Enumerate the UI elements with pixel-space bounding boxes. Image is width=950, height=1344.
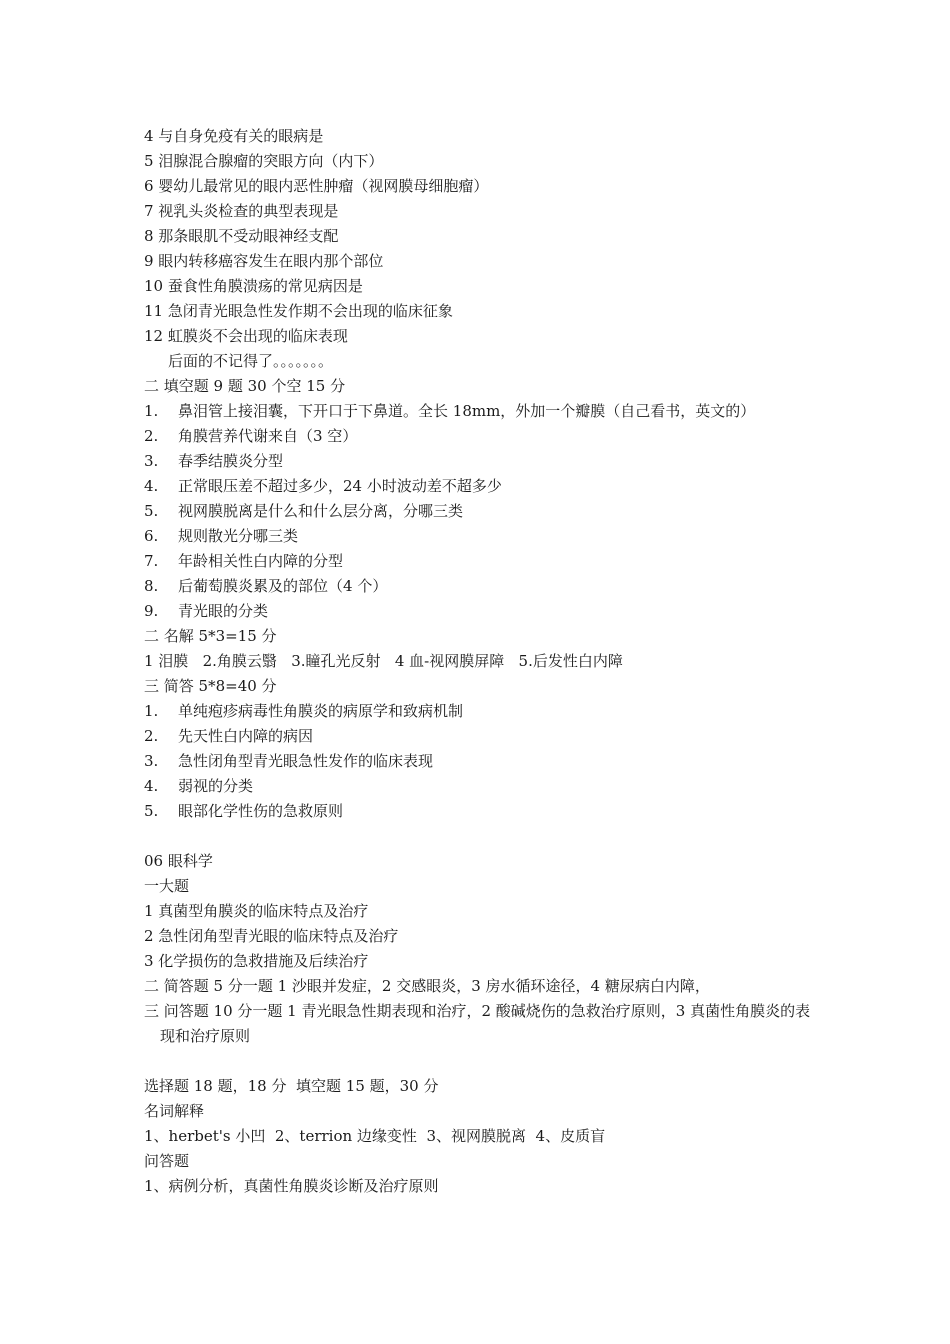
item-number: 6. — [144, 527, 159, 545]
item-number: 9. — [144, 602, 159, 620]
item-text: 急性闭角型青光眼急性发作的临床表现 — [178, 752, 434, 770]
item-text: 年龄相关性白内障的分型 — [178, 552, 344, 570]
item-text: 视网膜脱离是什么和什么层分离，分哪三类 — [178, 502, 464, 520]
question-line: 11 急闭青光眼急性发作期不会出现的临床征象 — [144, 302, 453, 320]
short-answer-list — [144, 699, 814, 824]
fill-blank-heading: 二 填空题 9 题 30 个空 15 分 — [144, 377, 346, 395]
document-page — [144, 124, 814, 1199]
list-item — [144, 524, 814, 549]
item-number: 5. — [144, 802, 159, 820]
list-item — [144, 574, 814, 599]
item-number: 3. — [144, 752, 159, 770]
question-line: 10 蚕食性角膜溃疡的常见病因是 — [144, 277, 363, 295]
item-number: 8. — [144, 577, 159, 595]
list-item — [144, 474, 814, 499]
question-line: 7 视乳头炎检查的典型表现是 — [144, 202, 339, 220]
list-item — [144, 424, 814, 449]
list-item — [144, 599, 814, 624]
big-question-line: 3 化学损伤的急救措施及后续治疗 — [144, 952, 369, 970]
list-item — [144, 774, 814, 799]
item-text: 青光眼的分类 — [178, 602, 269, 620]
list-item — [144, 399, 814, 424]
list-item — [144, 699, 814, 724]
qa-heading: 问答题 — [144, 1152, 190, 1170]
essay-line: 三 问答题 10 分一题 1 青光眼急性期表现和治疗，2 酸碱烧伤的急救治疗原则，3 真菌性角膜炎的表现和治疗原则 — [144, 1002, 811, 1045]
question-line: 12 虹膜炎不会出现的临床表现 — [144, 327, 348, 345]
list-item — [144, 724, 814, 749]
list-item — [144, 799, 814, 824]
fill-blank-list — [144, 399, 814, 624]
term-heading: 名词解释 — [144, 1102, 205, 1120]
item-text: 鼻泪管上接泪囊，下开口于下鼻道。全长 18mm，外加一个瓣膜（自己看书，英文的） — [178, 402, 756, 420]
question-line: 9 眼内转移癌容发生在眼内那个部位 — [144, 252, 384, 270]
item-number: 1. — [144, 402, 159, 420]
question-line: 4 与自身免疫有关的眼病是 — [144, 127, 324, 145]
item-number: 1. — [144, 702, 159, 720]
spacer — [144, 1049, 814, 1074]
item-text: 先天性白内障的病因 — [178, 727, 314, 745]
question-line: 6 婴幼儿最常见的眼内恶性肿瘤（视网膜母细胞瘤） — [144, 177, 489, 195]
section-title: 06 眼科学 — [144, 852, 213, 870]
item-number: 4. — [144, 777, 159, 795]
list-item — [144, 499, 814, 524]
item-text: 单纯疱疹病毒性角膜炎的病原学和致病机制 — [178, 702, 464, 720]
item-number: 4. — [144, 477, 159, 495]
big-question-line: 1 真菌型角膜炎的临床特点及治疗 — [144, 902, 369, 920]
list-item — [144, 549, 814, 574]
item-text: 角膜营养代谢来自（3 空） — [178, 427, 358, 445]
item-text: 正常眼压差不超过多少，24 小时波动差不超多少 — [178, 477, 502, 495]
term-heading: 二 名解 5*3=15 分 — [144, 627, 277, 645]
question-line: 5 泪腺混合腺瘤的突眼方向（内下） — [144, 152, 384, 170]
list-item — [144, 449, 814, 474]
item-number: 5. — [144, 502, 159, 520]
qa-line: 1、病例分析，真菌性角膜炎诊断及治疗原则 — [144, 1177, 439, 1195]
item-number: 3. — [144, 452, 159, 470]
item-text: 眼部化学性伤的急救原则 — [178, 802, 344, 820]
item-number: 2. — [144, 427, 159, 445]
term-line: 1、herbet's 小凹 2、terrion 边缘变性 3、视网膜脱离 4、皮质盲 — [144, 1127, 606, 1145]
big-question-line: 2 急性闭角型青光眼的临床特点及治疗 — [144, 927, 399, 945]
short-answer-heading: 三 简答 5*8=40 分 — [144, 677, 277, 695]
big-question-heading: 一大题 — [144, 877, 190, 895]
item-number: 7. — [144, 552, 159, 570]
item-text: 春季结膜炎分型 — [178, 452, 284, 470]
item-number: 2. — [144, 727, 159, 745]
short-answer-line: 二 简答题 5 分一题 1 沙眼并发症，2 交感眼炎，3 房水循环途径，4 糖尿病白内障， — [144, 977, 710, 995]
question-line: 8 那条眼肌不受动眼神经支配 — [144, 227, 339, 245]
term-line: 1 泪膜 2.角膜云翳 3.瞳孔光反射 4 血-视网膜屏障 5.后发性白内障 — [144, 652, 623, 670]
choice-fill-summary: 选择题 18 题，18 分 填空题 15 题，30 分 — [144, 1077, 439, 1095]
item-text: 后葡萄膜炎累及的部位（4 个） — [178, 577, 388, 595]
item-text: 弱视的分类 — [178, 777, 254, 795]
choice-question-list — [144, 124, 814, 374]
list-item — [144, 749, 814, 774]
item-text: 规则散光分哪三类 — [178, 527, 299, 545]
spacer — [144, 824, 814, 849]
forgot-note: 后面的不记得了。。。。。。。 — [168, 352, 334, 370]
